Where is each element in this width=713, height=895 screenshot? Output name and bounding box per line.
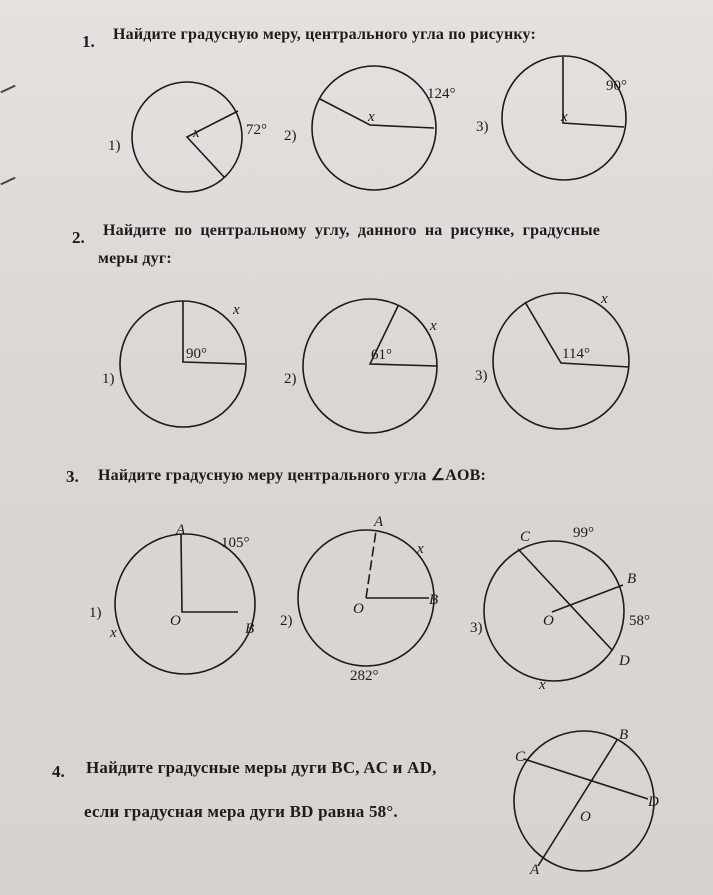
t2-fig-label-1: 1) bbox=[102, 371, 115, 387]
task1-text: Найдите градусную меру, центрального угла по рисунку: bbox=[113, 26, 537, 43]
t3-unknown-2: x bbox=[417, 541, 424, 557]
t3-point-B-2: B bbox=[429, 592, 439, 608]
t2-angle-value-2: 61° bbox=[371, 347, 392, 363]
task1-number: 1. bbox=[82, 32, 95, 51]
task2-line2: меры дуг: bbox=[98, 250, 172, 267]
t3-point-O-2: O bbox=[353, 601, 364, 617]
t3-arc-value-4: 58° bbox=[629, 613, 650, 629]
t1-fig-label-3: 3) bbox=[476, 119, 489, 135]
t3-fig-label-1: 1) bbox=[89, 605, 102, 621]
t1-angle-value-2: 124° bbox=[427, 86, 456, 102]
t3-chord-CD bbox=[518, 549, 612, 650]
t3-point-O-3: O bbox=[543, 613, 554, 629]
t3-point-A-2: A bbox=[374, 514, 384, 530]
t4-point-A: A bbox=[530, 862, 540, 878]
t2-circle-3 bbox=[493, 293, 629, 429]
t3-radius-OA-2 bbox=[366, 531, 376, 598]
t3-point-D-3: D bbox=[619, 653, 630, 669]
t2-unknown-2: x bbox=[430, 318, 437, 334]
task3-text: Найдите градусную меру центрального угла ∠AOB: bbox=[98, 467, 487, 484]
t4-point-D: D bbox=[648, 794, 659, 810]
t2-angle-value-1: 90° bbox=[186, 346, 207, 362]
t3-radius-OB-3 bbox=[552, 585, 623, 612]
t3-point-B-3: B bbox=[627, 571, 637, 587]
t1-unknown-3: x bbox=[561, 109, 568, 125]
t3-arc-value-2: 282° bbox=[350, 668, 379, 684]
t3-point-O-1: O bbox=[170, 613, 181, 629]
t3-circle-1 bbox=[115, 534, 255, 674]
t2-angle-value-3: 114° bbox=[562, 346, 590, 362]
t1-fig-label-1: 1) bbox=[108, 138, 121, 154]
t1-unknown-2: x bbox=[368, 109, 375, 125]
t3-arc-value-1: 105° bbox=[221, 535, 250, 551]
task4-line1: Найдите градусные меры дуги BC, AC и AD, bbox=[86, 758, 437, 777]
task2-number: 2. bbox=[72, 228, 85, 247]
t4-chord-CD bbox=[524, 759, 648, 799]
t2-unknown-3: x bbox=[601, 291, 608, 307]
t3-fig-label-3: 3) bbox=[470, 620, 483, 636]
t3-point-C-3: C bbox=[520, 529, 531, 545]
t3-fig-label-2: 2) bbox=[280, 613, 293, 629]
t1-angle-value-1: 72° bbox=[246, 122, 267, 138]
task4-number: 4. bbox=[52, 762, 65, 781]
t3-unknown-1: x bbox=[110, 625, 117, 641]
t3-point-A-1: A bbox=[176, 522, 186, 538]
t1-angle-2 bbox=[320, 99, 434, 128]
t4-point-C: C bbox=[515, 749, 526, 765]
t3-unknown-3: x bbox=[539, 677, 546, 693]
task2-line1: Найдите по центральному углу, данного на рисунке, градусные bbox=[103, 222, 601, 239]
t1-angle-value-3: 90° bbox=[606, 78, 627, 94]
t2-fig-label-3: 3) bbox=[475, 368, 488, 384]
t4-point-O: O bbox=[580, 809, 591, 825]
t3-point-B-1: B bbox=[245, 621, 255, 637]
task3-number: 3. bbox=[66, 467, 79, 486]
t1-fig-label-2: 2) bbox=[284, 128, 297, 144]
t1-angle-1 bbox=[187, 111, 238, 177]
task4-line2: если градусная мера дуги BD равна 58°. bbox=[84, 802, 398, 821]
t2-unknown-1: x bbox=[233, 302, 240, 318]
t4-point-B: B bbox=[619, 727, 629, 743]
t1-unknown-1: x bbox=[193, 125, 200, 141]
t3-arc-value-3: 99° bbox=[573, 525, 594, 541]
t4-chord-AB bbox=[538, 740, 617, 866]
t2-fig-label-2: 2) bbox=[284, 371, 297, 387]
t4-circle bbox=[514, 731, 654, 871]
